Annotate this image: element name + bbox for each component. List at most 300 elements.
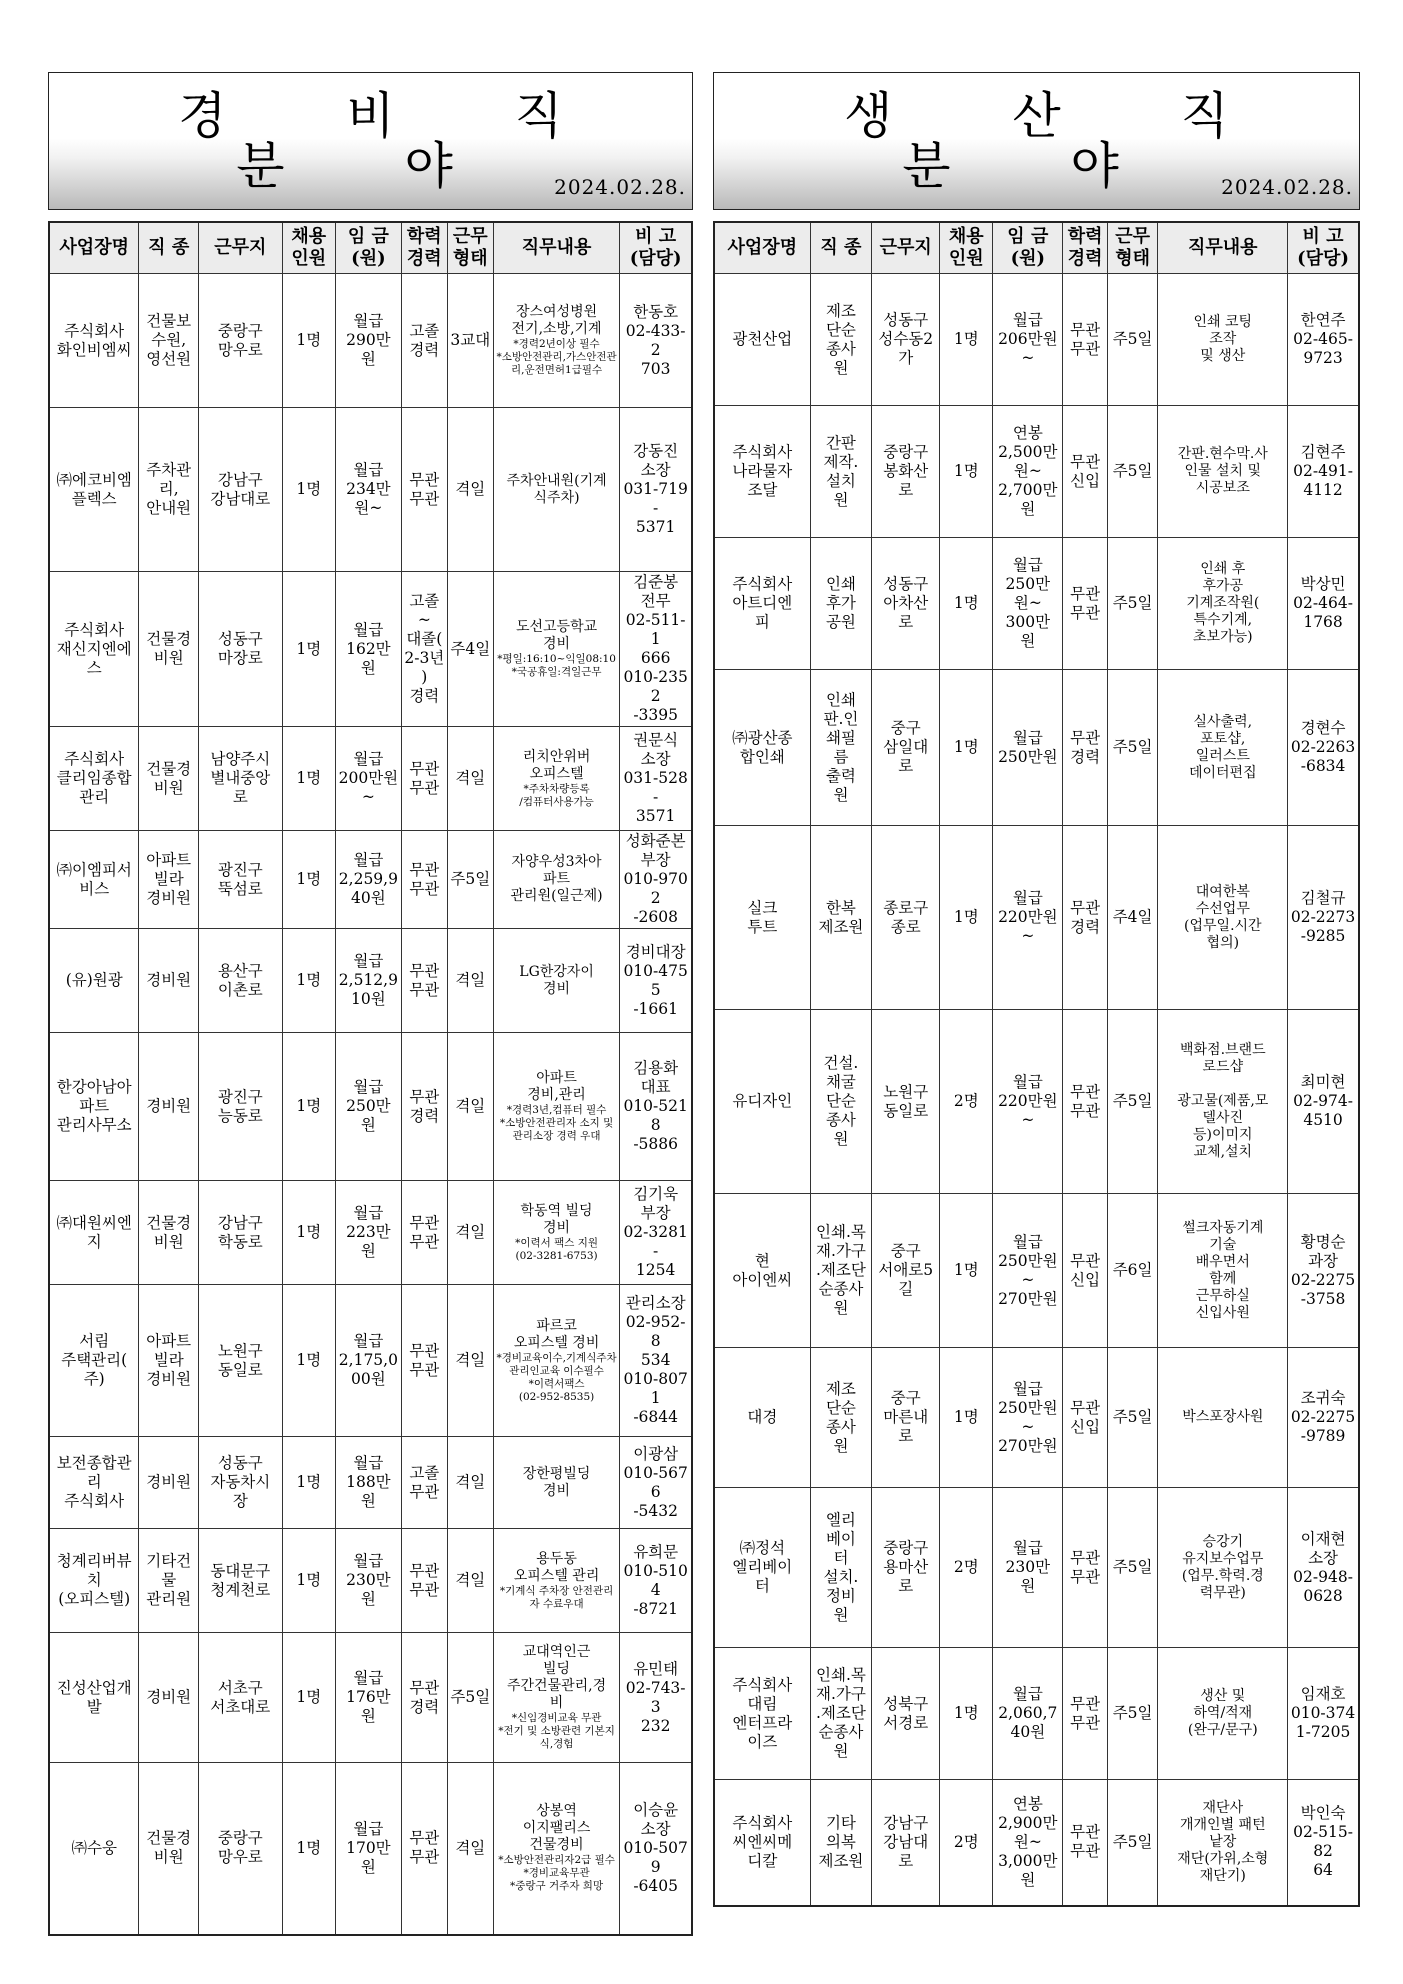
duty-text: 상봉역 이지팰리스 건물경비 — [522, 1803, 591, 1854]
cell-contact: 박인숙 02-515-82 64 — [1288, 1780, 1359, 1906]
column-header: 근무지 — [199, 222, 283, 274]
cell-contact: 성화준본 부장 010-9702 -2608 — [620, 831, 692, 929]
cell-contact: 김기욱 부장 02-3281- 1254 — [620, 1181, 692, 1285]
duty-text: 백화점.브랜드 로드샵 광고물(제품,모 델사진 등)이미지 교체,설치 — [1177, 1042, 1269, 1160]
cell-edu: 무관 경력 — [401, 1633, 447, 1763]
cell-edu: 고졸 ~ 대졸( 2-3년 ) 경력 — [401, 572, 447, 727]
duty-text: 교대역인근 빌딩 주간건물관리,경 비 — [507, 1644, 607, 1711]
cell-location: 강남구 학동로 — [199, 1181, 283, 1285]
cell-shift: 주5일 — [1107, 1348, 1158, 1488]
column-header: 직무내용 — [493, 222, 620, 274]
cell-shift: 격일 — [447, 1437, 493, 1529]
duty-text: 승강기 유지보수업무 (업무.학력.경 력무관) — [1181, 1533, 1264, 1601]
cell-shift: 주5일 — [1107, 1780, 1158, 1906]
cell-location: 중랑구 봉화산 로 — [872, 406, 940, 538]
cell-edu: 무관 무관 — [401, 1181, 447, 1285]
cell-company: (유)원광 — [49, 929, 139, 1033]
cell-shift: 격일 — [447, 727, 493, 831]
column-header: 근무 형태 — [1107, 222, 1158, 274]
cell-wage: 월급 250만원 ~ 270만원 — [993, 1348, 1063, 1488]
table-row — [49, 1437, 692, 1529]
duty-note: *소방안전관리자2급 필수 — [498, 1854, 615, 1867]
cell-job: 아파트 빌라 경비원 — [139, 1285, 199, 1437]
cell-contact: 이광삼 010-5676 -5432 — [620, 1437, 692, 1529]
duty-note: *이력서 팩스 지원 (02-3281-6753) — [515, 1236, 599, 1262]
duty-text: 썰크자동기계 기술 배우면서 함께 근무하실 신입사원 — [1182, 1219, 1264, 1321]
cell-count: 1명 — [282, 929, 335, 1033]
cell-wage: 월급 2,060,7 40원 — [993, 1648, 1063, 1780]
cell-location: 노원구 동일로 — [199, 1285, 283, 1437]
table-row — [49, 1763, 692, 1935]
cell-duty — [1158, 1780, 1288, 1906]
cell-edu: 무관 무관 — [401, 1763, 447, 1935]
cell-job: 아파트 빌라 경비원 — [139, 831, 199, 929]
duty-text: 장스여성병원 전기,소방,기계 — [511, 304, 602, 337]
duty-note: *경비교육이수,기계식주차관리인교육 이수필수 — [496, 1351, 617, 1377]
cell-company: ㈜광산종 합인쇄 — [714, 670, 810, 826]
cell-shift: 격일 — [447, 1285, 493, 1437]
table-row — [714, 538, 1359, 670]
duty-note: *경력3년,컴퓨터 필수 — [506, 1104, 607, 1116]
cell-duty — [493, 1633, 620, 1763]
table-row — [49, 831, 692, 929]
duty-text: 파르코 오피스텔 경비 — [513, 1317, 600, 1351]
cell-wage: 월급 220만원 ~ — [993, 1010, 1063, 1194]
cell-edu: 무관 무관 — [1063, 1648, 1107, 1780]
column-header: 임 금 (원) — [335, 222, 401, 274]
cell-edu: 무관 무관 — [401, 831, 447, 929]
cell-edu: 무관 무관 — [401, 1529, 447, 1633]
table-row — [49, 1529, 692, 1633]
cell-job: 기타 의복 제조원 — [810, 1780, 872, 1906]
cell-duty — [1158, 826, 1288, 1010]
cell-count: 1명 — [940, 1648, 993, 1780]
cell-location: 광진구 뚝섬로 — [199, 831, 283, 929]
duty-note: *경비교육무관 — [523, 1867, 590, 1880]
cell-contact: 김현주 02-491- 4112 — [1288, 406, 1359, 538]
cell-company: ㈜에코비엠 플렉스 — [49, 408, 139, 572]
security-jobs-panel — [48, 72, 693, 1895]
column-header: 채용 인원 — [282, 222, 335, 274]
cell-count: 1명 — [282, 1437, 335, 1529]
cell-wage: 월급 176만 원 — [335, 1633, 401, 1763]
cell-wage: 월급 162만 원 — [335, 572, 401, 727]
cell-wage: 월급 230만 원 — [335, 1529, 401, 1633]
cell-wage: 월급 2,512,9 10원 — [335, 929, 401, 1033]
cell-contact: 김철규 02-2273 -9285 — [1288, 826, 1359, 1010]
cell-company: 서림 주택관리( 주) — [49, 1285, 139, 1437]
cell-edu: 무관 신입 — [1063, 1194, 1107, 1348]
cell-job: 건물보 수원, 영선원 — [139, 274, 199, 408]
section-header — [48, 72, 693, 210]
cell-contact: 조귀숙 02-2275 -9789 — [1288, 1348, 1359, 1488]
table-row — [714, 1488, 1359, 1648]
cell-location: 중랑구 망우로 — [199, 1763, 283, 1935]
cell-duty — [1158, 1348, 1288, 1488]
cell-job: 기타건 물 관리원 — [139, 1529, 199, 1633]
cell-job: 경비원 — [139, 1633, 199, 1763]
cell-company: 실크 투트 — [714, 826, 810, 1010]
cell-duty — [493, 929, 620, 1033]
cell-wage: 월급 223만 원 — [335, 1181, 401, 1285]
cell-shift: 격일 — [447, 1033, 493, 1181]
cell-wage: 월급 234만 원~ — [335, 408, 401, 572]
cell-count: 1명 — [282, 727, 335, 831]
duty-note: *경력2년이상 필수 — [513, 338, 600, 350]
cell-edu: 무관 경력 — [1063, 670, 1107, 826]
column-header: 비 고 (담당) — [620, 222, 692, 274]
cell-contact: 유희문 010-5104 -8721 — [620, 1529, 692, 1633]
table-row — [714, 406, 1359, 538]
cell-location: 중랑구 용마산 로 — [872, 1488, 940, 1648]
cell-edu: 무관 무관 — [1063, 538, 1107, 670]
cell-duty — [493, 408, 620, 572]
cell-edu: 무관 경력 — [1063, 826, 1107, 1010]
table-row — [49, 727, 692, 831]
cell-job: 건설. 채굴 단순 종사 원 — [810, 1010, 872, 1194]
duty-text: 대여한복 수선업무 (업무일.시간 협의) — [1184, 883, 1262, 951]
table-row — [49, 1633, 692, 1763]
cell-duty — [1158, 538, 1288, 670]
cell-job: 엘리 베이 터 설치. 정비 원 — [810, 1488, 872, 1648]
cell-edu: 무관 무관 — [1063, 1780, 1107, 1906]
column-header: 임 금 (원) — [993, 222, 1063, 274]
column-header: 채용 인원 — [940, 222, 993, 274]
section-date: 2024.02.28. — [1221, 175, 1353, 199]
cell-edu: 무관 무관 — [1063, 274, 1107, 406]
cell-company: ㈜수웅 — [49, 1763, 139, 1935]
table-row — [49, 929, 692, 1033]
table-row — [49, 572, 692, 727]
cell-duty — [493, 1285, 620, 1437]
cell-count: 1명 — [282, 831, 335, 929]
table-row — [49, 1181, 692, 1285]
cell-company: 진성산업개 발 — [49, 1633, 139, 1763]
cell-wage: 월급 206만원 ~ — [993, 274, 1063, 406]
cell-wage: 월급 250만원 ~ 270만원 — [993, 1194, 1063, 1348]
cell-location: 중랑구 망우로 — [199, 274, 283, 408]
cell-duty — [1158, 406, 1288, 538]
column-header: 학력 경력 — [401, 222, 447, 274]
cell-count: 1명 — [940, 538, 993, 670]
cell-shift: 격일 — [447, 1529, 493, 1633]
cell-location: 강남구 강남대 로 — [872, 1780, 940, 1906]
cell-job: 주차관 리, 안내원 — [139, 408, 199, 572]
cell-shift: 주5일 — [447, 831, 493, 929]
cell-wage: 월급 200만원 ~ — [335, 727, 401, 831]
cell-duty — [493, 274, 620, 408]
cell-company: 한강아남아 파트 관리사무소 — [49, 1033, 139, 1181]
cell-contact: 박상민 02-464- 1768 — [1288, 538, 1359, 670]
cell-location: 성북구 서경로 — [872, 1648, 940, 1780]
cell-duty — [1158, 1488, 1288, 1648]
cell-count: 1명 — [940, 274, 993, 406]
cell-edu: 무관 무관 — [401, 727, 447, 831]
table-header-row — [49, 222, 692, 274]
column-header: 근무지 — [872, 222, 940, 274]
column-header: 근무 형태 — [447, 222, 493, 274]
cell-location: 노원구 동일로 — [872, 1010, 940, 1194]
cell-contact: 김준봉 전무 02-511-1 666 010-2352 -3395 — [620, 572, 692, 727]
cell-count: 1명 — [282, 1033, 335, 1181]
cell-count: 2명 — [940, 1010, 993, 1194]
cell-edu: 무관 무관 — [401, 1285, 447, 1437]
cell-edu: 무관 신입 — [1063, 406, 1107, 538]
cell-location: 서초구 서초대로 — [199, 1633, 283, 1763]
cell-job: 제조 단순 종사 원 — [810, 1348, 872, 1488]
cell-edu: 무관 무관 — [401, 408, 447, 572]
cell-wage: 월급 250만원 — [993, 670, 1063, 826]
duty-text: 인쇄 코팅 조작 및 생산 — [1193, 314, 1253, 364]
cell-shift: 주5일 — [1107, 274, 1158, 406]
cell-shift: 격일 — [447, 1763, 493, 1935]
cell-job: 경비원 — [139, 929, 199, 1033]
cell-wage: 월급 220만원 ~ — [993, 826, 1063, 1010]
cell-wage: 월급 290만 원 — [335, 274, 401, 408]
cell-edu: 무관 경력 — [401, 1033, 447, 1181]
cell-duty — [1158, 1648, 1288, 1780]
cell-edu: 고졸 무관 — [401, 1437, 447, 1529]
table-row — [714, 826, 1359, 1010]
cell-duty — [1158, 670, 1288, 826]
cell-count: 1명 — [940, 670, 993, 826]
cell-shift: 주6일 — [1107, 1194, 1158, 1348]
table-row — [714, 1010, 1359, 1194]
duty-text: 박스포장사원 — [1182, 1409, 1264, 1425]
table-row — [714, 1194, 1359, 1348]
cell-count: 1명 — [282, 408, 335, 572]
cell-count: 2명 — [940, 1488, 993, 1648]
table-row — [714, 670, 1359, 826]
table-row — [49, 1033, 692, 1181]
cell-contact: 권문식 소장 031-528- 3571 — [620, 727, 692, 831]
cell-job: 한복 제조원 — [810, 826, 872, 1010]
cell-location: 종로구 종로 — [872, 826, 940, 1010]
cell-job: 제조 단순 종사 원 — [810, 274, 872, 406]
duty-note: *국공휴일:격일근무 — [511, 666, 602, 678]
section-title: 경 비 직 분 야 — [178, 87, 615, 195]
cell-job: 경비원 — [139, 1437, 199, 1529]
table-body — [714, 274, 1359, 1906]
cell-count: 1명 — [282, 1633, 335, 1763]
cell-company: 주식회사 재신지엔에 스 — [49, 572, 139, 727]
cell-contact: 경현수 02-2263 -6834 — [1288, 670, 1359, 826]
job-table — [713, 221, 1360, 1907]
cell-contact: 한연주 02-465- 9723 — [1288, 274, 1359, 406]
cell-location: 중구 삼일대 로 — [872, 670, 940, 826]
table-row — [714, 274, 1359, 406]
cell-duty — [493, 1529, 620, 1633]
cell-company: 유디자인 — [714, 1010, 810, 1194]
duty-text: 학동역 빌딩 경비 — [520, 1202, 593, 1236]
cell-location: 성동구 성수동2 가 — [872, 274, 940, 406]
column-header: 학력 경력 — [1063, 222, 1107, 274]
cell-duty — [493, 1033, 620, 1181]
cell-contact: 경비대장 010-4755 -1661 — [620, 929, 692, 1033]
cell-duty — [493, 1437, 620, 1529]
cell-shift: 3교대 — [447, 274, 493, 408]
cell-job: 건물경 비원 — [139, 1181, 199, 1285]
cell-duty — [493, 1763, 620, 1935]
cell-location: 성동구 마장로 — [199, 572, 283, 727]
cell-shift: 주5일 — [1107, 538, 1158, 670]
cell-location: 성동구 자동차시 장 — [199, 1437, 283, 1529]
cell-contact: 유민태 02-743-3 232 — [620, 1633, 692, 1763]
table-body — [49, 274, 692, 1935]
cell-count: 1명 — [282, 572, 335, 727]
cell-shift: 주4일 — [447, 572, 493, 727]
section-title: 생 산 직 분 야 — [844, 87, 1281, 195]
table-row — [714, 1348, 1359, 1488]
cell-count: 1명 — [282, 1285, 335, 1437]
cell-shift: 주5일 — [1107, 406, 1158, 538]
cell-shift: 격일 — [447, 1181, 493, 1285]
cell-duty — [493, 572, 620, 727]
column-header: 직 종 — [810, 222, 872, 274]
cell-edu: 무관 신입 — [1063, 1348, 1107, 1488]
cell-job: 인쇄.목 재.가구 .제조단 순종사 원 — [810, 1648, 872, 1780]
duty-note: *평일:16:10~익일08:10 — [497, 653, 616, 665]
cell-count: 1명 — [940, 406, 993, 538]
cell-count: 1명 — [282, 1181, 335, 1285]
duty-note: *신임경비교육 무관 — [511, 1712, 602, 1724]
table-row — [714, 1648, 1359, 1780]
cell-contact: 이재현 소장 02-948- 0628 — [1288, 1488, 1359, 1648]
section-date: 2024.02.28. — [554, 175, 686, 199]
table-header-row — [714, 222, 1359, 274]
cell-shift: 주5일 — [447, 1633, 493, 1763]
cell-duty — [1158, 1194, 1288, 1348]
cell-duty — [493, 831, 620, 929]
cell-company: 대경 — [714, 1348, 810, 1488]
cell-count: 1명 — [282, 1529, 335, 1633]
cell-count: 1명 — [282, 274, 335, 408]
cell-company: 주식회사 클리임종합 관리 — [49, 727, 139, 831]
duty-note: *주차차량등록 /컴퓨터사용가능 — [519, 782, 594, 808]
table-row — [49, 1285, 692, 1437]
cell-company: 주식회사 씨엔씨메 디칼 — [714, 1780, 810, 1906]
cell-company: 청계리버뷰 치 (오피스텔) — [49, 1529, 139, 1633]
cell-count: 2명 — [940, 1780, 993, 1906]
cell-edu: 무관 무관 — [401, 929, 447, 1033]
duty-note: *전기 및 소방관련 기본지식,경험 — [498, 1725, 615, 1750]
cell-duty — [493, 727, 620, 831]
cell-location: 남양주시 별내중앙 로 — [199, 727, 283, 831]
cell-company: ㈜이엠피서 비스 — [49, 831, 139, 929]
duty-text: 용두동 오피스텔 관리 — [513, 1550, 600, 1584]
production-jobs-panel — [713, 72, 1360, 1889]
cell-location: 동대문구 청계천로 — [199, 1529, 283, 1633]
cell-shift: 주5일 — [1107, 1488, 1158, 1648]
cell-company: 보전종합관 리 주식회사 — [49, 1437, 139, 1529]
cell-company: 주식회사 아트디엔 피 — [714, 538, 810, 670]
cell-job: 인쇄.목 재.가구 .제조단 순종사 원 — [810, 1194, 872, 1348]
cell-location: 중구 마른내 로 — [872, 1348, 940, 1488]
cell-wage: 월급 250만 원~ 300만 원 — [993, 538, 1063, 670]
cell-contact: 이승윤 소장 010-5079 -6405 — [620, 1763, 692, 1935]
cell-location: 용산구 이촌로 — [199, 929, 283, 1033]
cell-contact: 김용화 대표 010-5218 -5886 — [620, 1033, 692, 1181]
duty-text: 인쇄 후 후가공 기계조작원( 특수기계, 초보가능) — [1186, 561, 1260, 645]
cell-wage: 월급 188만 원 — [335, 1437, 401, 1529]
table-row — [49, 408, 692, 572]
cell-job: 인쇄 판.인 쇄필 름 출력 원 — [810, 670, 872, 826]
cell-shift: 주5일 — [1107, 670, 1158, 826]
duty-text: 실사출력, 포토샵, 일러스트 데이터편집 — [1188, 713, 1257, 781]
cell-shift: 주4일 — [1107, 826, 1158, 1010]
column-header: 직 종 — [139, 222, 199, 274]
cell-wage: 월급 250만 원 — [335, 1033, 401, 1181]
cell-shift: 격일 — [447, 408, 493, 572]
cell-contact: 관리소장 02-952-8 534 010-8071 -6844 — [620, 1285, 692, 1437]
cell-company: ㈜대원씨엔 지 — [49, 1181, 139, 1285]
cell-contact: 최미현 02-974- 4510 — [1288, 1010, 1359, 1194]
cell-company: ㈜정석 엘리베이 터 — [714, 1488, 810, 1648]
cell-company: 광천산업 — [714, 274, 810, 406]
cell-shift: 격일 — [447, 929, 493, 1033]
cell-job: 인쇄 후가 공원 — [810, 538, 872, 670]
cell-company: 주식회사 대림 엔터프라 이즈 — [714, 1648, 810, 1780]
cell-duty — [1158, 274, 1288, 406]
column-header: 사업장명 — [49, 222, 139, 274]
cell-job: 건물경 비원 — [139, 727, 199, 831]
cell-company: 주식회사 나라물자 조달 — [714, 406, 810, 538]
cell-shift: 주5일 — [1107, 1010, 1158, 1194]
cell-wage: 월급 2,259,9 40원 — [335, 831, 401, 929]
section-header — [713, 72, 1360, 210]
duty-text: 아파트 경비,관리 — [527, 1070, 586, 1103]
cell-wage: 월급 2,175,0 00원 — [335, 1285, 401, 1437]
job-table — [48, 221, 693, 1936]
duty-text: 생산 및 하역/적재 (완구/문구) — [1187, 1688, 1258, 1738]
cell-count: 1명 — [940, 1348, 993, 1488]
duty-text: 리치안위버 오피스텔 — [522, 748, 591, 782]
duty-text: LG한강자이 경비 — [519, 963, 594, 997]
duty-text: 간판.현수막.사 인물 설치 및 시공보조 — [1177, 446, 1268, 496]
cell-edu: 고졸 경력 — [401, 274, 447, 408]
cell-contact: 한동호 02-433-2 703 — [620, 274, 692, 408]
cell-job: 건물경 비원 — [139, 572, 199, 727]
cell-contact: 임재호 010-374 1-7205 — [1288, 1648, 1359, 1780]
duty-text: 장한평빌딩 경비 — [522, 1465, 591, 1499]
cell-contact: 황명순 과장 02-2275 -3758 — [1288, 1194, 1359, 1348]
duty-note: *이력서팩스 (02-952-8535) — [518, 1377, 595, 1403]
cell-wage: 연봉 2,900만 원~ 3,000만 원 — [993, 1780, 1063, 1906]
cell-location: 중구 서애로5 길 — [872, 1194, 940, 1348]
cell-edu: 무관 무관 — [1063, 1488, 1107, 1648]
column-header: 비 고 (담당) — [1288, 222, 1359, 274]
duty-text: 도선고등학교 경비 — [515, 619, 598, 652]
cell-job: 간판 제작. 설치 원 — [810, 406, 872, 538]
cell-duty — [1158, 1010, 1288, 1194]
cell-company: 주식회사 화인비엠씨 — [49, 274, 139, 408]
cell-count: 1명 — [282, 1763, 335, 1935]
cell-wage: 월급 230만 원 — [993, 1488, 1063, 1648]
table-row — [49, 274, 692, 408]
duty-text: 재단사 개개인별 패턴 낱장 재단(가위,소형 재단기) — [1177, 1799, 1269, 1884]
cell-count: 1명 — [940, 1194, 993, 1348]
cell-contact: 강동진 소장 031-719- 5371 — [620, 408, 692, 572]
cell-company: 현 아이엔씨 — [714, 1194, 810, 1348]
duty-text: 자양우성3차아 파트 관리원(일근제) — [510, 854, 603, 904]
table-row — [714, 1780, 1359, 1906]
cell-location: 성동구 아차산 로 — [872, 538, 940, 670]
duty-note: *소방안전관리,가스안전관리,운전면허1급필수 — [496, 351, 617, 376]
cell-duty — [493, 1181, 620, 1285]
duty-note: *소방안전관리자 소지 및 관리소장 경력 우대 — [499, 1117, 614, 1142]
duty-note: *중랑구 거주자 희망 — [510, 1880, 604, 1893]
cell-shift: 주5일 — [1107, 1648, 1158, 1780]
